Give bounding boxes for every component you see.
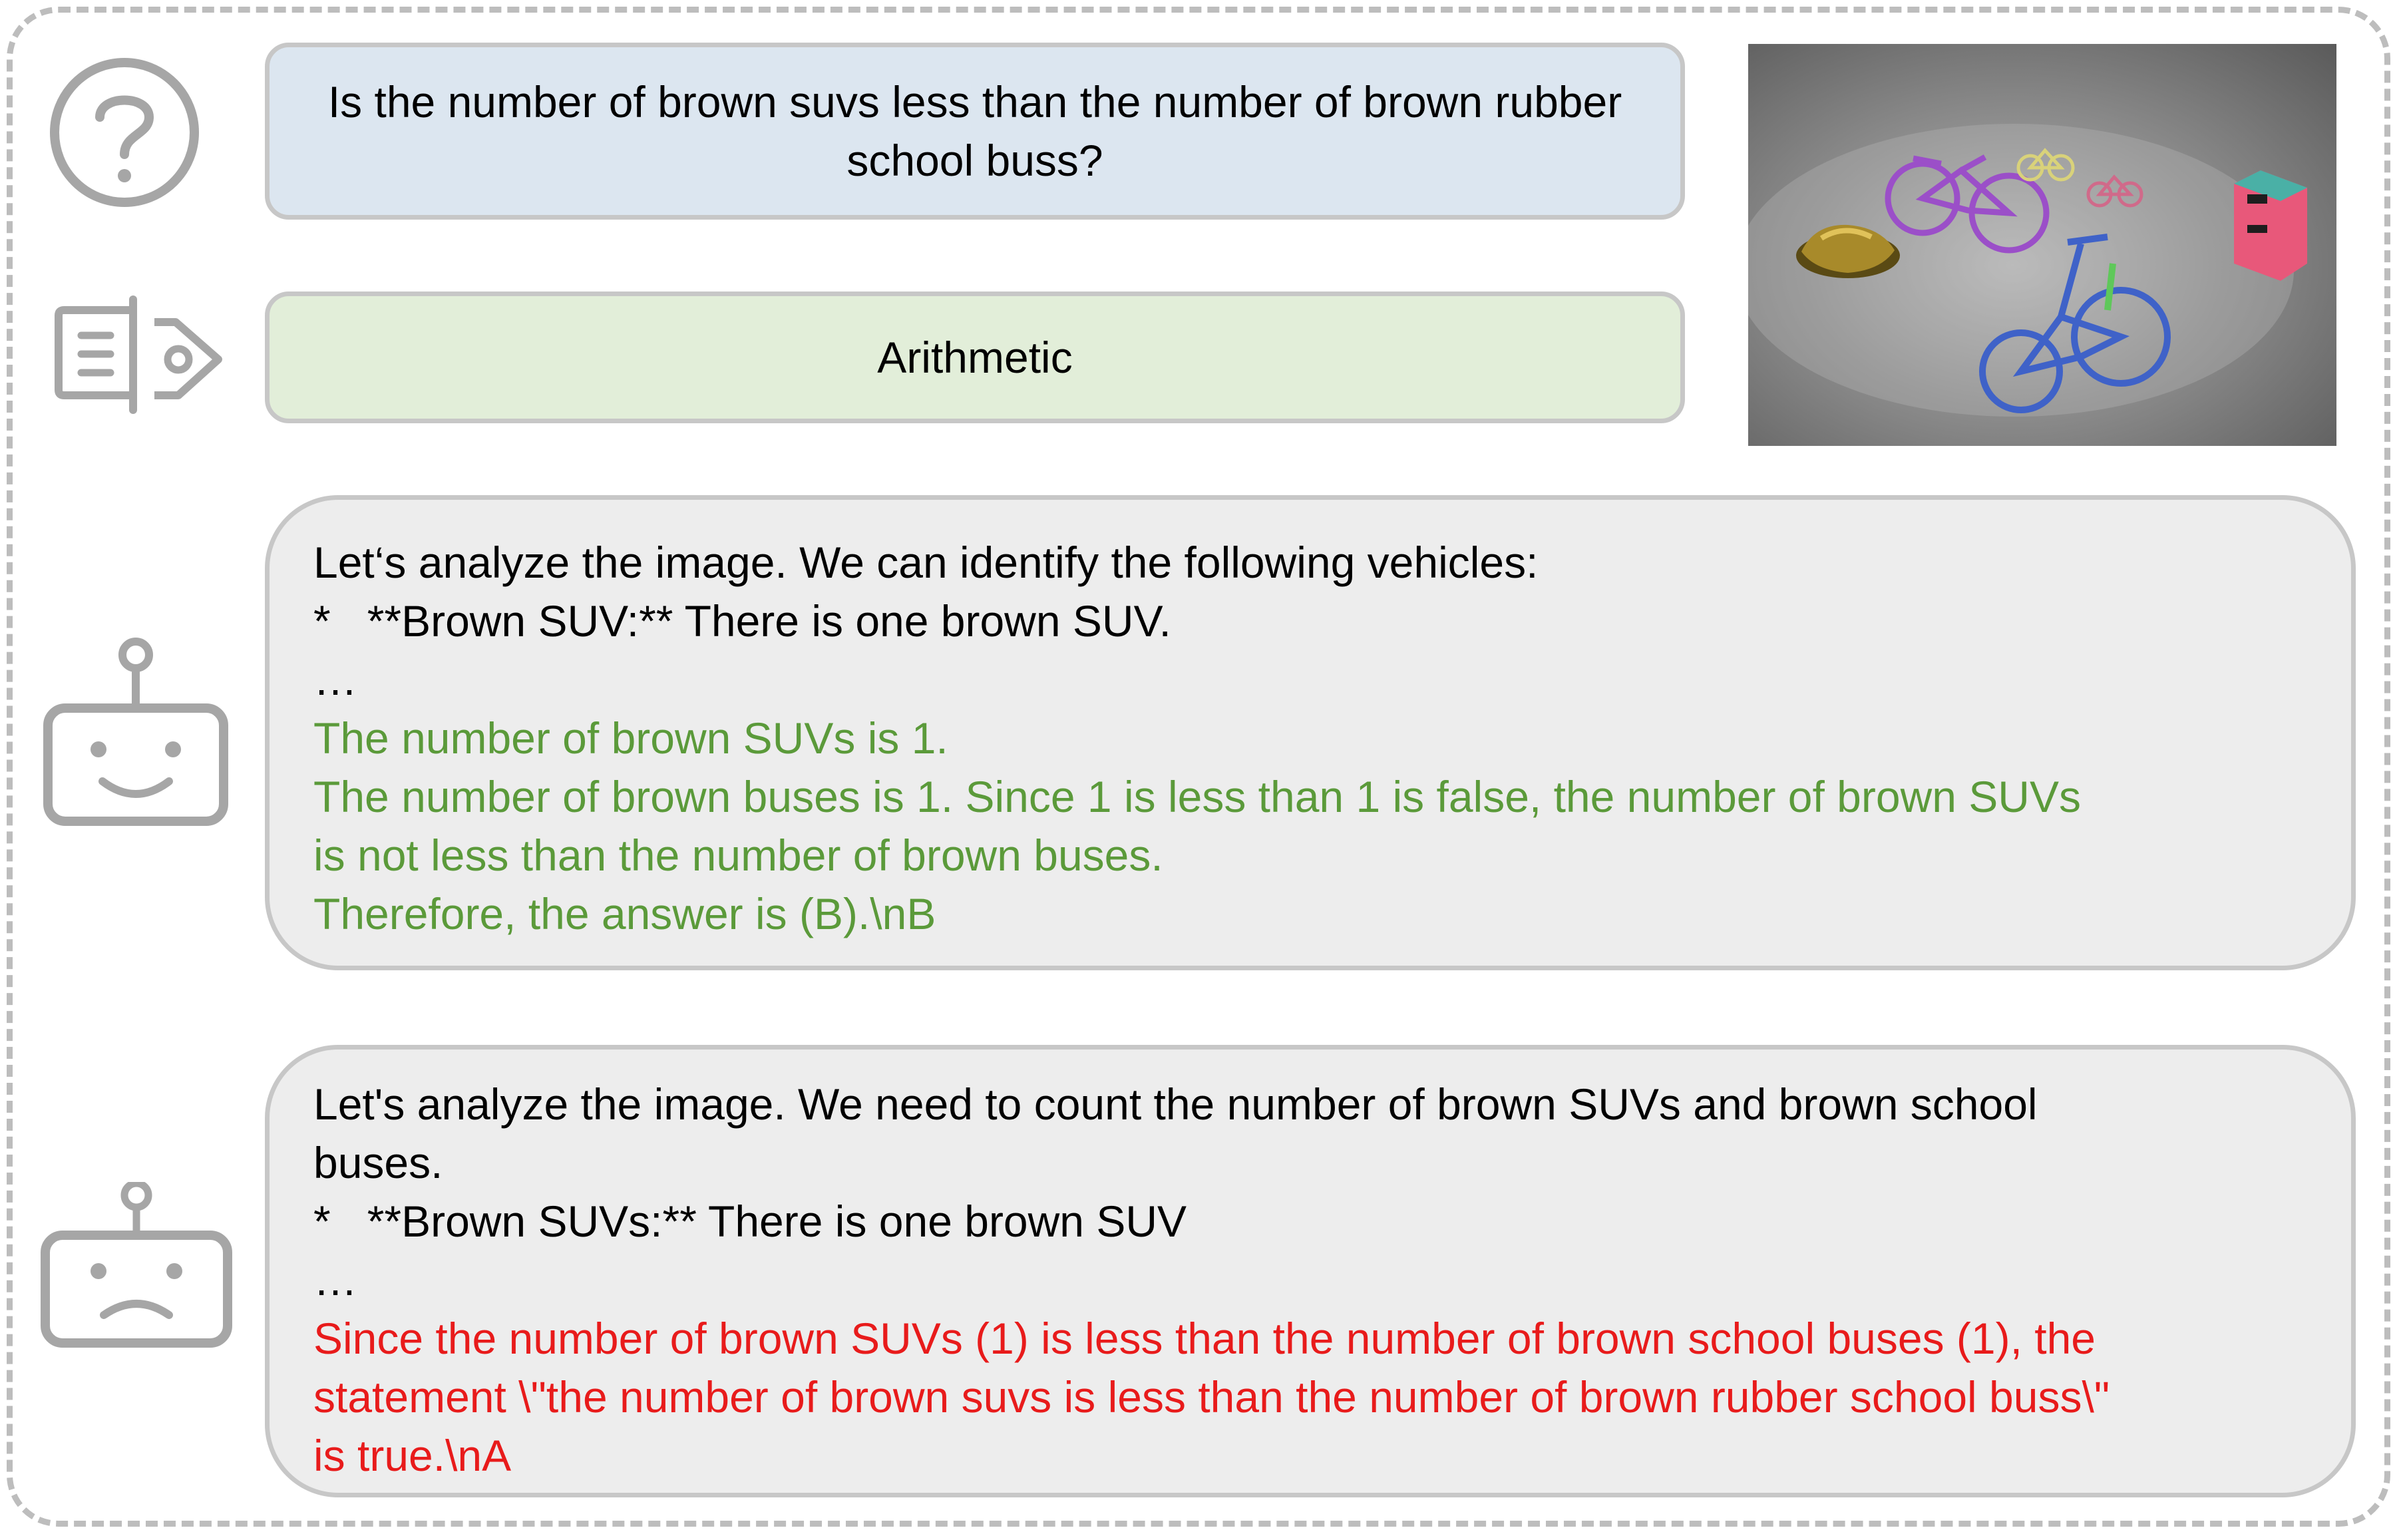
response-line-incorrect: is true.\nA	[313, 1431, 512, 1480]
category-box	[265, 291, 1685, 423]
response-line: * **Brown SUVs:** There is one brown SUV	[313, 1197, 1187, 1246]
response-correct	[265, 495, 2356, 970]
response-line: buses.	[313, 1138, 443, 1187]
response-line-incorrect: statement \"the number of brown suvs is less than the number of brown rubber school buss\"	[313, 1372, 2110, 1422]
response-incorrect	[265, 1045, 2356, 1497]
response-line-correct: The number of brown buses is 1. Since 1 is less than 1 is false, the number of brown SUVs	[313, 772, 2081, 821]
happy-robot-icon	[43, 635, 229, 828]
response-line: …	[313, 1255, 357, 1304]
question-box	[265, 43, 1685, 220]
scene-image	[1748, 44, 2336, 446]
response-line: …	[313, 655, 357, 704]
response-line-correct: is not less than the number of brown buses.	[313, 831, 1163, 880]
response-line: Let's analyze the image. We need to count the number of brown SUVs and brown school	[313, 1079, 2038, 1129]
response-line: Let‘s analyze the image. We can identify the following vehicles:	[313, 538, 1539, 587]
response-line-correct: The number of brown SUVs is 1.	[313, 713, 948, 763]
category-label: Arithmetic	[877, 333, 1073, 382]
response-line-correct: Therefore, the answer is (B).\nB	[313, 889, 936, 938]
bus-shape	[2234, 170, 2307, 281]
response-line-incorrect: Since the number of brown SUVs (1) is less than the number of brown school buses (1), the	[313, 1314, 2096, 1363]
tag-icon	[55, 295, 228, 415]
sad-robot-icon	[40, 1182, 233, 1348]
question-text: Is the number of brown suvs less than the number of brown rubber school buss?	[327, 77, 1622, 185]
question-mark-icon	[48, 56, 201, 209]
response-line: * **Brown SUV:** There is one brown SUV.	[313, 596, 1171, 646]
